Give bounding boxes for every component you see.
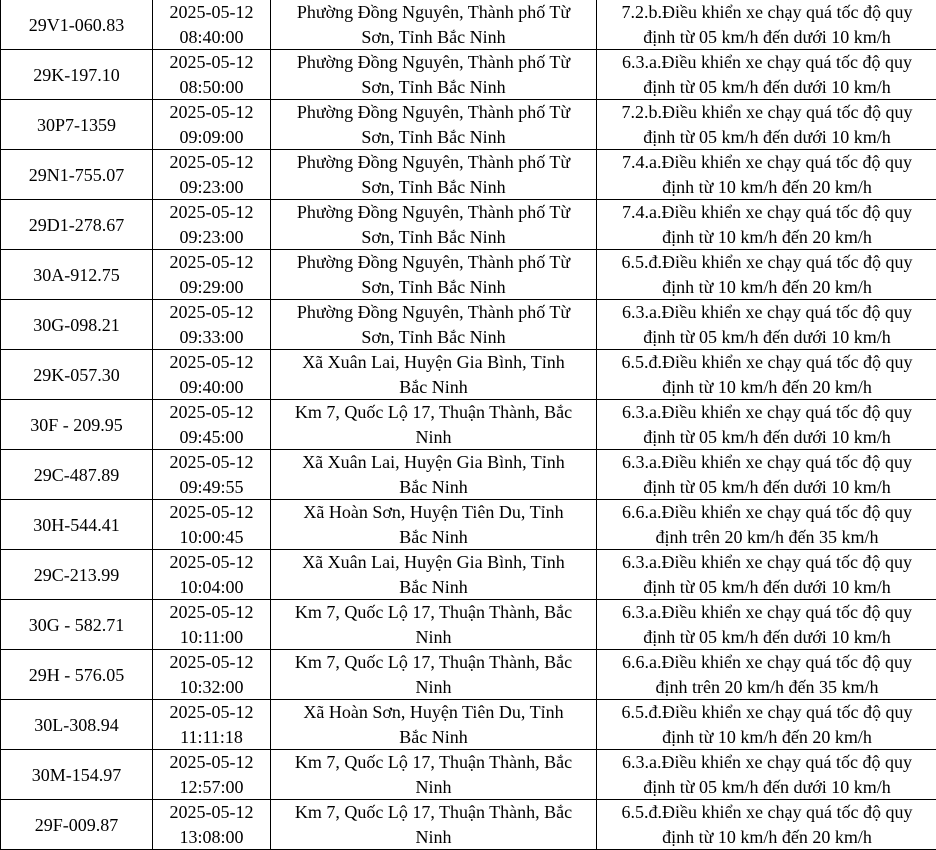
violation-line: định từ 10 km/h đến 20 km/h <box>599 225 935 250</box>
violation-cell <box>597 300 936 350</box>
table-row <box>1 450 936 500</box>
location-line: Phường Đồng Nguyên, Thành phố Từ <box>273 200 594 225</box>
plate-cell <box>1 750 153 800</box>
location-line: Km 7, Quốc Lộ 17, Thuận Thành, Bắc <box>273 600 594 625</box>
table-row <box>1 650 936 700</box>
violation-line: định từ 10 km/h đến 20 km/h <box>599 825 935 850</box>
plate-cell <box>1 650 153 700</box>
table-row <box>1 0 936 50</box>
violation-cell <box>597 200 936 250</box>
datetime-cell <box>153 300 271 350</box>
location-line: Km 7, Quốc Lộ 17, Thuận Thành, Bắc <box>273 800 594 825</box>
location-line: Sơn, Tỉnh Bắc Ninh <box>273 225 594 250</box>
location-line: Xã Hoàn Sơn, Huyện Tiên Du, Tỉnh <box>273 700 594 725</box>
violation-cell <box>597 650 936 700</box>
plate-cell <box>1 400 153 450</box>
violation-cell <box>597 400 936 450</box>
plate-number: 30M-154.97 <box>3 763 150 787</box>
location-cell <box>271 650 597 700</box>
violation-line: định từ 10 km/h đến 20 km/h <box>599 175 935 200</box>
plate-number: 29F-009.87 <box>3 813 150 837</box>
datetime-cell <box>153 250 271 300</box>
location-line: Phường Đồng Nguyên, Thành phố Từ <box>273 100 594 125</box>
violation-date: 2025-05-12 <box>155 650 268 675</box>
violation-line: định từ 05 km/h đến dưới 10 km/h <box>599 575 935 600</box>
violation-line: 6.6.a.Điều khiển xe chạy quá tốc độ quy <box>599 500 935 525</box>
plate-cell <box>1 350 153 400</box>
plate-number: 29V1-060.83 <box>3 13 150 37</box>
plate-number: 30P7-1359 <box>3 113 150 137</box>
plate-number: 29C-487.89 <box>3 463 150 487</box>
violation-line: định từ 05 km/h đến dưới 10 km/h <box>599 325 935 350</box>
table-row <box>1 100 936 150</box>
violation-time: 10:04:00 <box>155 575 268 600</box>
plate-cell <box>1 150 153 200</box>
violation-line: định trên 20 km/h đến 35 km/h <box>599 525 935 550</box>
violation-date: 2025-05-12 <box>155 0 268 25</box>
violation-line: 6.3.a.Điều khiển xe chạy quá tốc độ quy <box>599 50 935 75</box>
violation-time: 09:45:00 <box>155 425 268 450</box>
violation-line: 6.5.đ.Điều khiển xe chạy quá tốc độ quy <box>599 700 935 725</box>
violation-line: 6.3.a.Điều khiển xe chạy quá tốc độ quy <box>599 450 935 475</box>
violation-time: 09:23:00 <box>155 225 268 250</box>
violation-date: 2025-05-12 <box>155 100 268 125</box>
location-line: Km 7, Quốc Lộ 17, Thuận Thành, Bắc <box>273 750 594 775</box>
location-line: Xã Xuân Lai, Huyện Gia Bình, Tỉnh <box>273 550 594 575</box>
location-line: Phường Đồng Nguyên, Thành phố Từ <box>273 0 594 25</box>
plate-number: 30G-098.21 <box>3 313 150 337</box>
violation-cell <box>597 500 936 550</box>
violation-line: 6.3.a.Điều khiển xe chạy quá tốc độ quy <box>599 600 935 625</box>
violation-line: 7.2.b.Điều khiển xe chạy quá tốc độ quy <box>599 0 935 25</box>
location-line: Sơn, Tỉnh Bắc Ninh <box>273 275 594 300</box>
violation-date: 2025-05-12 <box>155 600 268 625</box>
table-row <box>1 50 936 100</box>
plate-number: 30F - 209.95 <box>3 413 150 437</box>
violation-time: 13:08:00 <box>155 825 268 850</box>
violation-date: 2025-05-12 <box>155 350 268 375</box>
violation-time: 09:40:00 <box>155 375 268 400</box>
violation-line: 6.5.đ.Điều khiển xe chạy quá tốc độ quy <box>599 350 935 375</box>
location-line: Bắc Ninh <box>273 725 594 750</box>
location-cell <box>271 800 597 850</box>
violation-time: 09:33:00 <box>155 325 268 350</box>
location-line: Ninh <box>273 825 594 850</box>
violation-cell <box>597 350 936 400</box>
violation-date: 2025-05-12 <box>155 750 268 775</box>
location-cell <box>271 500 597 550</box>
datetime-cell <box>153 500 271 550</box>
table-row <box>1 400 936 450</box>
violation-line: định từ 10 km/h đến 20 km/h <box>599 275 935 300</box>
violation-line: định từ 05 km/h đến dưới 10 km/h <box>599 425 935 450</box>
location-cell <box>271 700 597 750</box>
violation-time: 09:49:55 <box>155 475 268 500</box>
violation-date: 2025-05-12 <box>155 50 268 75</box>
location-cell <box>271 0 597 50</box>
violation-cell <box>597 0 936 50</box>
violation-line: 6.6.a.Điều khiển xe chạy quá tốc độ quy <box>599 650 935 675</box>
table-row <box>1 750 936 800</box>
plate-cell <box>1 50 153 100</box>
datetime-cell <box>153 800 271 850</box>
location-line: Sơn, Tỉnh Bắc Ninh <box>273 25 594 50</box>
violation-line: định từ 05 km/h đến dưới 10 km/h <box>599 25 935 50</box>
plate-cell <box>1 100 153 150</box>
location-cell <box>271 100 597 150</box>
datetime-cell <box>153 200 271 250</box>
violation-date: 2025-05-12 <box>155 550 268 575</box>
datetime-cell <box>153 150 271 200</box>
violation-line: định từ 05 km/h đến dưới 10 km/h <box>599 475 935 500</box>
plate-cell <box>1 200 153 250</box>
plate-cell <box>1 600 153 650</box>
violation-line: 7.4.a.Điều khiển xe chạy quá tốc độ quy <box>599 150 935 175</box>
location-line: Phường Đồng Nguyên, Thành phố Từ <box>273 300 594 325</box>
datetime-cell <box>153 600 271 650</box>
violation-line: 7.4.a.Điều khiển xe chạy quá tốc độ quy <box>599 200 935 225</box>
violation-date: 2025-05-12 <box>155 150 268 175</box>
location-cell <box>271 150 597 200</box>
plate-number: 30L-308.94 <box>3 713 150 737</box>
location-cell <box>271 50 597 100</box>
violation-cell <box>597 250 936 300</box>
table-body <box>1 0 936 850</box>
datetime-cell <box>153 650 271 700</box>
location-cell <box>271 200 597 250</box>
violation-time: 11:11:18 <box>155 725 268 750</box>
violation-line: 6.3.a.Điều khiển xe chạy quá tốc độ quy <box>599 300 935 325</box>
violation-date: 2025-05-12 <box>155 400 268 425</box>
plate-cell <box>1 250 153 300</box>
table-row <box>1 800 936 850</box>
plate-number: 29D1-278.67 <box>3 213 150 237</box>
violation-line: 6.3.a.Điều khiển xe chạy quá tốc độ quy <box>599 750 935 775</box>
violation-cell <box>597 50 936 100</box>
location-line: Phường Đồng Nguyên, Thành phố Từ <box>273 50 594 75</box>
location-line: Xã Hoàn Sơn, Huyện Tiên Du, Tỉnh <box>273 500 594 525</box>
table-row <box>1 600 936 650</box>
location-line: Phường Đồng Nguyên, Thành phố Từ <box>273 250 594 275</box>
violation-line: định trên 20 km/h đến 35 km/h <box>599 675 935 700</box>
violation-line: định từ 10 km/h đến 20 km/h <box>599 375 935 400</box>
plate-number: 29C-213.99 <box>3 563 150 587</box>
location-line: Sơn, Tỉnh Bắc Ninh <box>273 175 594 200</box>
plate-number: 30H-544.41 <box>3 513 150 537</box>
violation-cell <box>597 800 936 850</box>
violation-time: 08:50:00 <box>155 75 268 100</box>
violation-time: 09:29:00 <box>155 275 268 300</box>
violation-date: 2025-05-12 <box>155 700 268 725</box>
plate-cell <box>1 550 153 600</box>
datetime-cell <box>153 550 271 600</box>
location-cell <box>271 750 597 800</box>
location-cell <box>271 400 597 450</box>
location-cell <box>271 550 597 600</box>
plate-number: 30A-912.75 <box>3 263 150 287</box>
violation-time: 12:57:00 <box>155 775 268 800</box>
violation-line: 6.5.đ.Điều khiển xe chạy quá tốc độ quy <box>599 250 935 275</box>
location-line: Km 7, Quốc Lộ 17, Thuận Thành, Bắc <box>273 650 594 675</box>
location-line: Xã Xuân Lai, Huyện Gia Bình, Tỉnh <box>273 350 594 375</box>
plate-number: 29K-197.10 <box>3 63 150 87</box>
location-line: Phường Đồng Nguyên, Thành phố Từ <box>273 150 594 175</box>
table-row <box>1 150 936 200</box>
location-line: Bắc Ninh <box>273 375 594 400</box>
table-row <box>1 250 936 300</box>
violation-line: 7.2.b.Điều khiển xe chạy quá tốc độ quy <box>599 100 935 125</box>
table-row <box>1 350 936 400</box>
violation-time: 09:09:00 <box>155 125 268 150</box>
violation-line: định từ 05 km/h đến dưới 10 km/h <box>599 125 935 150</box>
datetime-cell <box>153 750 271 800</box>
location-line: Bắc Ninh <box>273 575 594 600</box>
plate-cell <box>1 500 153 550</box>
violation-time: 08:40:00 <box>155 25 268 50</box>
violation-line: 6.5.đ.Điều khiển xe chạy quá tốc độ quy <box>599 800 935 825</box>
location-line: Bắc Ninh <box>273 475 594 500</box>
plate-number: 29H - 576.05 <box>3 663 150 687</box>
plate-cell <box>1 300 153 350</box>
datetime-cell <box>153 350 271 400</box>
violation-date: 2025-05-12 <box>155 500 268 525</box>
location-line: Ninh <box>273 775 594 800</box>
location-line: Bắc Ninh <box>273 525 594 550</box>
location-cell <box>271 250 597 300</box>
violation-line: định từ 05 km/h đến dưới 10 km/h <box>599 775 935 800</box>
violation-line: định từ 10 km/h đến 20 km/h <box>599 725 935 750</box>
location-line: Sơn, Tỉnh Bắc Ninh <box>273 75 594 100</box>
location-line: Km 7, Quốc Lộ 17, Thuận Thành, Bắc <box>273 400 594 425</box>
location-line: Sơn, Tỉnh Bắc Ninh <box>273 125 594 150</box>
violation-date: 2025-05-12 <box>155 250 268 275</box>
violation-cell <box>597 750 936 800</box>
violation-cell <box>597 550 936 600</box>
violation-time: 10:32:00 <box>155 675 268 700</box>
violation-cell <box>597 450 936 500</box>
location-cell <box>271 350 597 400</box>
datetime-cell <box>153 100 271 150</box>
table-row <box>1 500 936 550</box>
location-line: Sơn, Tỉnh Bắc Ninh <box>273 325 594 350</box>
location-cell <box>271 300 597 350</box>
plate-cell <box>1 450 153 500</box>
datetime-cell <box>153 400 271 450</box>
location-cell <box>271 450 597 500</box>
plate-cell <box>1 700 153 750</box>
location-line: Ninh <box>273 425 594 450</box>
datetime-cell <box>153 50 271 100</box>
violation-cell <box>597 700 936 750</box>
table-row <box>1 200 936 250</box>
violation-time: 10:00:45 <box>155 525 268 550</box>
violation-time: 09:23:00 <box>155 175 268 200</box>
violation-line: định từ 05 km/h đến dưới 10 km/h <box>599 75 935 100</box>
plate-cell <box>1 0 153 50</box>
location-line: Ninh <box>273 675 594 700</box>
plate-number: 29N1-755.07 <box>3 163 150 187</box>
plate-cell <box>1 800 153 850</box>
location-line: Ninh <box>273 625 594 650</box>
location-line: Xã Xuân Lai, Huyện Gia Bình, Tỉnh <box>273 450 594 475</box>
datetime-cell <box>153 700 271 750</box>
violation-date: 2025-05-12 <box>155 450 268 475</box>
violation-line: định từ 05 km/h đến dưới 10 km/h <box>599 625 935 650</box>
datetime-cell <box>153 450 271 500</box>
table-row <box>1 550 936 600</box>
table-row <box>1 700 936 750</box>
violation-date: 2025-05-12 <box>155 800 268 825</box>
plate-number: 29K-057.30 <box>3 363 150 387</box>
datetime-cell <box>153 0 271 50</box>
violation-time: 10:11:00 <box>155 625 268 650</box>
violation-line: 6.3.a.Điều khiển xe chạy quá tốc độ quy <box>599 400 935 425</box>
violation-date: 2025-05-12 <box>155 200 268 225</box>
violation-cell <box>597 100 936 150</box>
table-row <box>1 300 936 350</box>
violation-line: 6.3.a.Điều khiển xe chạy quá tốc độ quy <box>599 550 935 575</box>
violation-date: 2025-05-12 <box>155 300 268 325</box>
violation-cell <box>597 600 936 650</box>
violation-cell <box>597 150 936 200</box>
plate-number: 30G - 582.71 <box>3 613 150 637</box>
location-cell <box>271 600 597 650</box>
